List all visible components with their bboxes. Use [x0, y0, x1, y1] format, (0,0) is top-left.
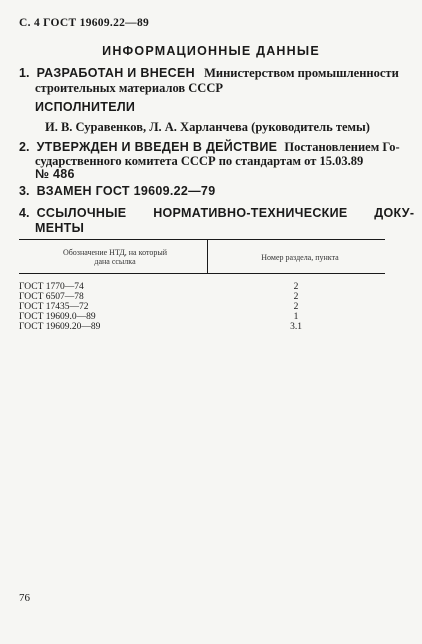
section-2-text-1: Постановлением Го-	[284, 140, 400, 154]
table-cell-item: 3.1	[290, 322, 302, 332]
section-2-heading: УТВЕРЖДЕН И ВВЕДЕН В ДЕЙСТВИЕ	[36, 140, 278, 154]
table-cell-doc: ГОСТ 1770—74	[19, 282, 84, 292]
section-1-line-1	[19, 66, 399, 81]
table-header-doc-line-1: Обозначение НТД, на который	[62, 248, 168, 257]
section-3-number: 3.	[19, 184, 30, 198]
page-number: 76	[19, 592, 30, 604]
section-4-text-2: МЕНТЫ	[35, 221, 85, 235]
section-2-number: 2.	[19, 140, 30, 154]
table-header-rule	[19, 273, 385, 274]
section-4-text-1: ССЫЛОЧНЫЕ НОРМАТИВНО-ТЕХНИЧЕСКИЕ ДОКУ-	[36, 206, 415, 220]
section-title: ИНФОРМАЦИОННЫЕ ДАННЫЕ	[102, 44, 320, 58]
section-1-heading: РАЗРАБОТАН И ВНЕСЕН	[36, 66, 195, 80]
table-column-divider	[207, 240, 208, 273]
table-cell-doc: ГОСТ 19609.20—89	[19, 322, 101, 332]
table-cell-doc: ГОСТ 6507—78	[19, 292, 84, 302]
section-2-line-1	[19, 140, 400, 155]
table-cell-item: 2	[293, 302, 299, 312]
section-4-number: 4.	[19, 206, 30, 220]
section-3-line	[19, 184, 215, 199]
page-header: С. 4 ГОСТ 19609.22—89	[19, 17, 150, 29]
section-1-text-2: строительных материалов СССР	[35, 81, 223, 95]
table-cell-item: 2	[293, 292, 299, 302]
executors-heading: ИСПОЛНИТЕЛИ	[35, 100, 136, 114]
executors-text: И. В. Суравенков, Л. А. Харланчева (руководитель темы)	[45, 120, 370, 134]
section-3-text: ВЗАМЕН ГОСТ 19609.22—79	[36, 184, 216, 198]
table-header-doc-line-2: дана ссылка	[94, 257, 136, 266]
table-header-item: Номер раздела, пункта	[261, 253, 339, 262]
section-1-text-1: Министерством промышленности	[204, 66, 399, 80]
table-cell-doc: ГОСТ 17435—72	[19, 302, 89, 312]
section-1-number: 1.	[19, 66, 30, 80]
table-header-doc	[40, 248, 190, 266]
section-2-text-2: сударственного комитета СССР по стандартам от 15.03.89	[35, 154, 364, 168]
section-2-text-3: № 486	[35, 167, 75, 181]
table-cell-item: 1	[293, 312, 299, 322]
table-top-rule	[19, 239, 385, 240]
table-cell-item: 2	[293, 282, 299, 292]
table-cell-doc: ГОСТ 19609.0—89	[19, 312, 96, 322]
table-row	[19, 323, 100, 333]
section-4-line-1	[19, 206, 414, 221]
